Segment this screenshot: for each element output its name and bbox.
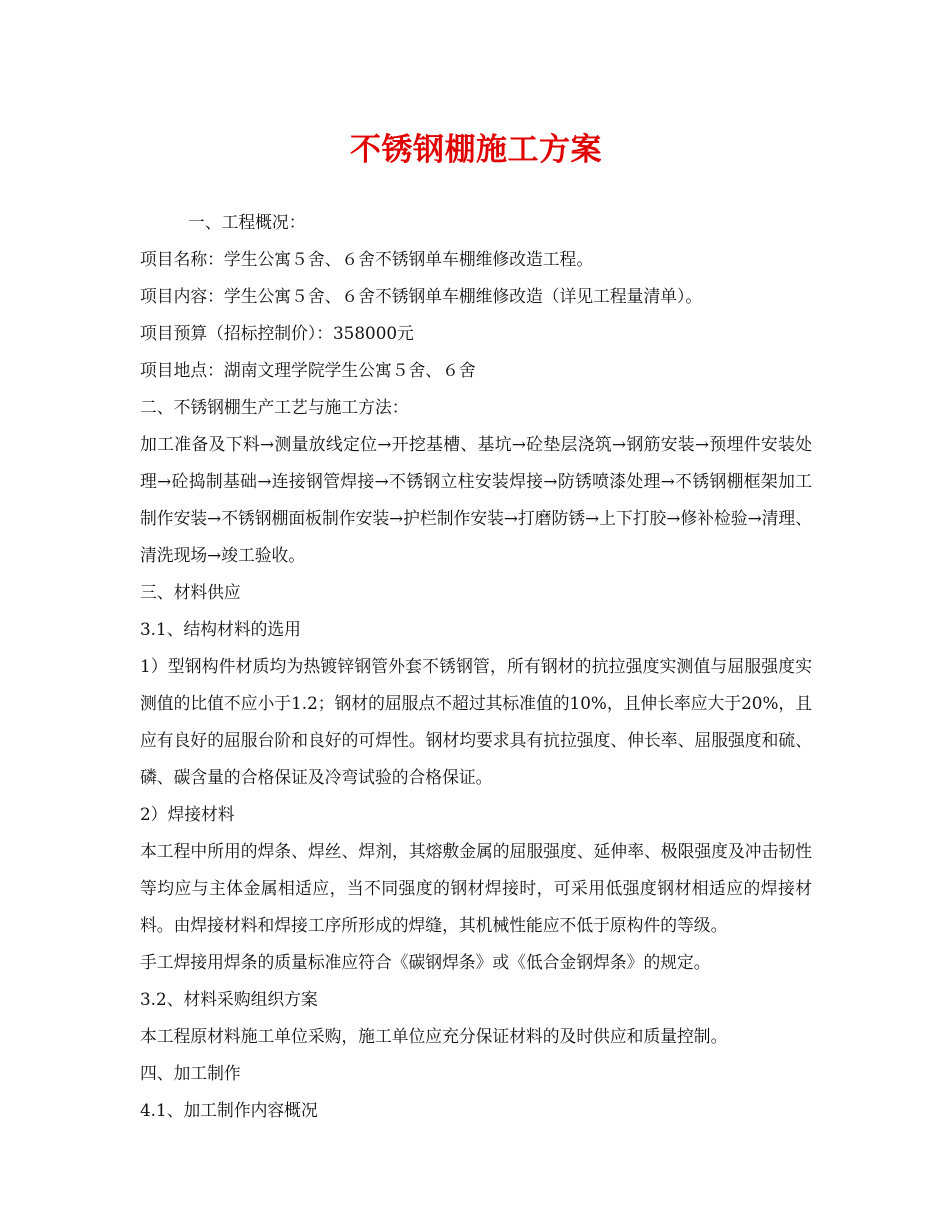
- welding-material-heading: 2）焊接材料: [140, 804, 235, 824]
- project-name: 项目名称：学生公寓５舍、６舍不锈钢单车棚维修改造工程。: [140, 249, 594, 269]
- steel-material-paragraph: 1）型钢构件材质均为热镀锌钢管外套不锈钢管，所有钢材的抗拉强度实测值与屈服强度实测值的比值不应小于1.2；钢材的屈服点不超过其标准值的10%，且伸长率应大于20%，且应有良好的屈服台阶和良好的可焊性。钢材均要求具有抗拉强度、伸长率、屈服强度和硫、磷、碳含量的合格保证及冷弯试验的合格保证。: [140, 656, 812, 787]
- welding-material-paragraph: 本工程中所用的焊条、焊丝、焊剂，其熔敷金属的屈服强度、延伸率、极限强度及冲击韧性等均应与主体金属相适应，当不同强度的钢材焊接时，可采用低强度钢材相适应的焊接材料。由焊接材料和焊接工序所形成的焊缝，其机械性能应不低于原构件的等级。: [140, 841, 812, 935]
- subsection-3-1: 3.1、结构材料的选用: [140, 619, 301, 639]
- section-heading-1: 一、工程概况：: [188, 212, 306, 232]
- section-heading-3: 三、材料供应: [140, 582, 241, 602]
- process-flow-paragraph: 加工准备及下料→测量放线定位→开挖基槽、基坑→砼垫层浇筑→钢筋安装→预埋件安装处理→砼捣制基础→连接钢管焊接→不锈钢立柱安装焊接→防锈喷漆处理→不锈钢棚框架加工制作安装→不锈钢棚面板制作安装→护栏制作安装→打磨防锈→上下打胶→修补检验→清理、清洗现场→竣工验收。: [140, 434, 812, 565]
- procurement-paragraph: 本工程原材料施工单位采购，施工单位应充分保证材料的及时供应和质量控制。: [140, 1026, 728, 1046]
- document-body: [140, 204, 812, 1129]
- section-heading-2: 二、不锈钢棚生产工艺与施工方法：: [140, 397, 409, 417]
- section-heading-4: 四、加工制作: [140, 1063, 241, 1083]
- project-budget: 项目预算（招标控制价）：358000元: [140, 323, 414, 343]
- subsection-4-1: 4.1、加工制作内容概况: [140, 1100, 318, 1120]
- subsection-3-2: 3.2、材料采购组织方案: [140, 989, 318, 1009]
- document-title: 不锈钢棚施工方案: [350, 132, 602, 168]
- project-content: 项目内容：学生公寓５舍、６舍不锈钢单车棚维修改造（详见工程量清单）。: [140, 286, 703, 306]
- project-location: 项目地点：湖南文理学院学生公寓５舍、６舍: [140, 360, 476, 380]
- welding-rod-standard: 手工焊接用焊条的质量标准应符合《碳钢焊条》或《低合金钢焊条》的规定。: [140, 952, 711, 972]
